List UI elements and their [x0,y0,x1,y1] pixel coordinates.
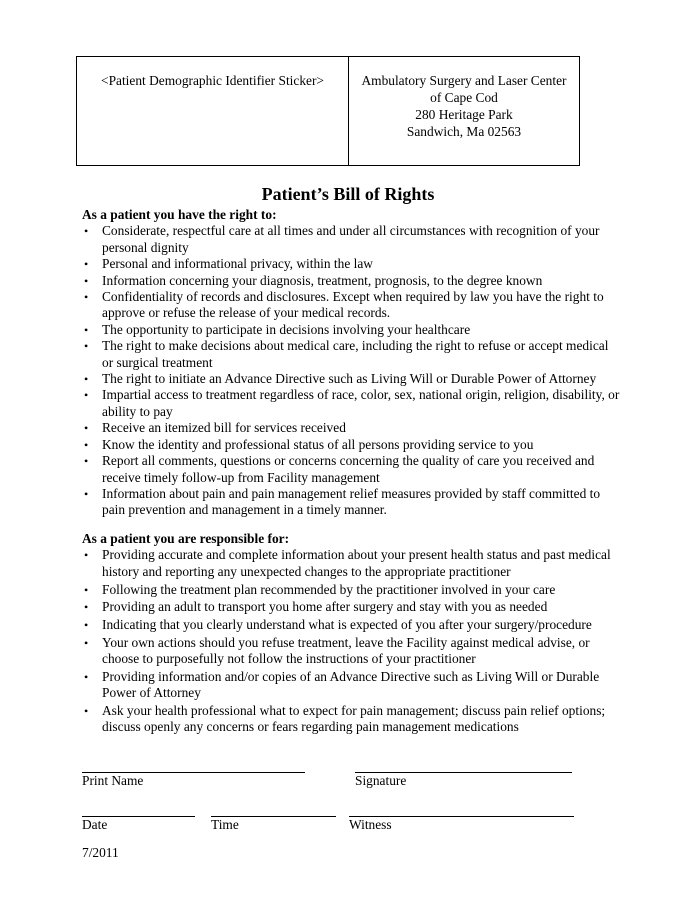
list-item: • Information about pain and pain management relief measures provided by staff committed to pain prevention and management in a timely manner. [84,485,601,518]
bullet-icon: • [84,582,89,597]
list-item: • Information concerning your diagnosis, treatment, prognosis, to the degree known [84,272,543,288]
rights-section [82,207,622,519]
bullet-icon: • [84,548,89,563]
list-item: • Providing information and/or copies of an Advance Directive such as Living Will or Durable Power of Attorney [84,668,600,701]
bullet-icon: • [84,703,89,718]
list-item: • Following the treatment plan recommended by the practitioner involved in your care [84,581,556,597]
print-name-label: Print Name [82,773,144,788]
facility-name-line2: of Cape Cod [430,90,498,105]
facility-name-line1: Ambulatory Surgery and Laser Center [361,73,567,88]
witness-label: Witness [349,817,392,832]
rights-list [82,223,622,518]
bullet-icon: • [84,372,89,387]
list-item: • Report all comments, questions or concerns concerning the quality of care you received and receive timely follow-up from Facility management [84,453,595,485]
list-item: • The opportunity to participate in decisions involving your healthcare [84,321,471,337]
list-item: • Providing an adult to transport you home after surgery and stay with you as needed [84,599,548,615]
list-item: • Confidentiality of records and disclosures. Except when required by law you have the right to approve or refuse the release of your medical records. [84,289,604,321]
bullet-icon: • [84,437,89,452]
bullet-icon: • [84,322,89,337]
facility-city: Sandwich, Ma 02563 [406,124,522,139]
list-item: • Providing accurate and complete information about your present health status and past medical history and reporting any unexpected changes to the appropriate practitioner [84,547,611,579]
signature-label: Signature [355,773,407,788]
revision-date: 7/2011 [82,845,119,860]
list-item: • Impartial access to treatment regardless of race, color, sex, national origin, religion, disability, or ability to pay [84,387,620,419]
responsibilities-heading: As a patient you are responsible for: [82,531,290,546]
list-item: • Indicating that you clearly understand what is expected of you after your surgery/procedure [84,616,592,632]
bullet-icon: • [84,257,89,272]
rights-heading: As a patient you have the right to: [82,207,277,222]
page-title: Patient’s Bill of Rights [261,184,435,204]
responsibilities-list [82,547,622,735]
facility-address [349,57,579,165]
bullet-icon: • [84,600,89,615]
bullet-icon: • [84,421,89,436]
bullet-icon: • [84,454,89,469]
date-label: Date [82,817,108,832]
list-item: • Considerate, respectful care at all times and under all circumstances with recognition of your personal dignity [84,223,600,255]
responsibilities-section [82,531,622,737]
bullet-icon: • [84,339,89,354]
bullet-icon: • [84,617,89,632]
facility-street: 280 Heritage Park [415,107,513,122]
sticker-placeholder: <Patient Demographic Identifier Sticker> [101,73,324,88]
bullet-icon: • [84,273,89,288]
list-item: • The right to make decisions about medical care, including the right to refuse or accept medical or surgical treatment [84,338,609,370]
list-item: • Ask your health professional what to expect for pain management; discuss pain relief options; discuss openly any concerns or fears regarding pain management medications [84,702,606,735]
bullet-icon: • [84,635,89,650]
list-item: • Personal and informational privacy, within the law [84,256,373,272]
bullet-icon: • [84,224,89,239]
list-item: • Receive an itemized bill for services received [84,420,346,436]
bullet-icon: • [84,388,89,403]
header-box [76,56,580,166]
list-item: • The right to initiate an Advance Directive such as Living Will or Durable Power of Attorney [84,371,597,387]
patient-sticker-area [77,57,349,165]
bullet-icon: • [84,486,89,501]
bullet-icon: • [84,290,89,305]
time-label: Time [211,817,239,832]
list-item: • Your own actions should you refuse treatment, leave the Facility against medical advise, or choose to purposefully not follow the instructions of your practitioner [84,634,590,667]
bullet-icon: • [84,669,89,684]
list-item: • Know the identity and professional status of all persons providing service to you [84,436,534,452]
